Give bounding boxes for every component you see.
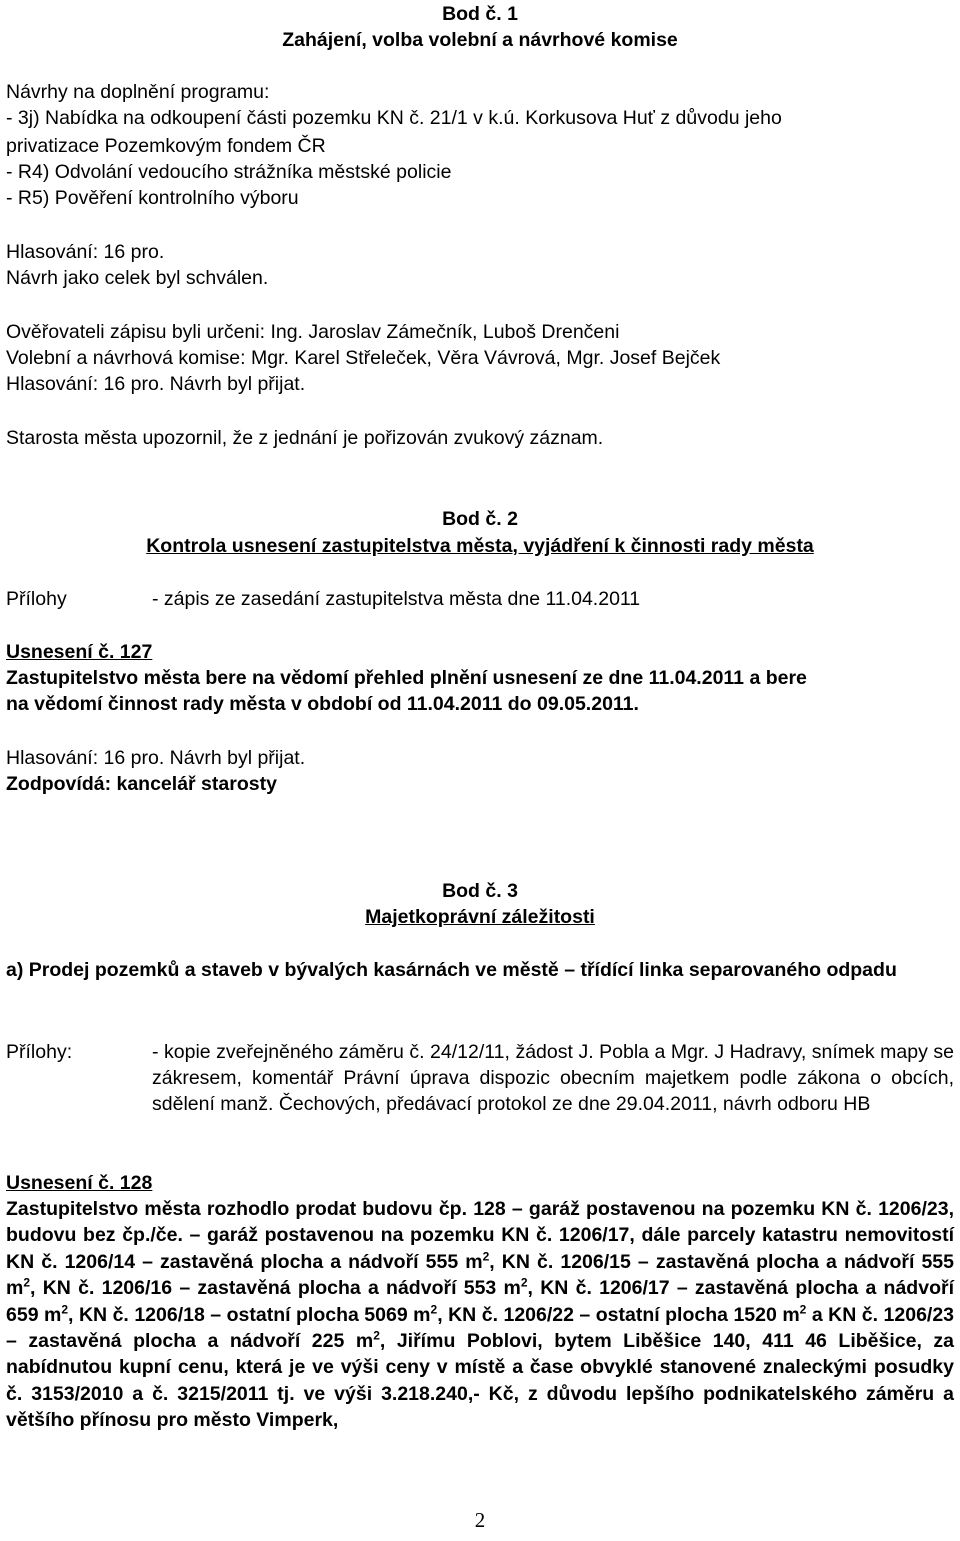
proposal-item: - R5) Pověření kontrolního výboru <box>6 187 299 209</box>
bod3-attachments-label: Přílohy: <box>6 1041 73 1063</box>
bod3-attachments: - kopie zveřejněného záměru č. 24/12/11, žádost J. Pobla a Mgr. J Hadravy, snímek mapy se zákresem, komentář Právní úprava dispozic obecním majetkem podle zákona o obcích, sdělení manž. Čechových, předávací protokol ze dne 29.04.2011, návrh odboru HB <box>152 1041 954 1115</box>
bod1-number: Bod č. 1 <box>442 3 518 25</box>
resolution-128-label: Usnesení č. 128 <box>6 1172 153 1194</box>
bod3-number: Bod č. 3 <box>442 880 518 902</box>
proposal-item-continuation: privatizace Pozemkovým fondem ČR <box>6 135 326 157</box>
proposal-item: - 3j) Nabídka na odkoupení části pozemku KN č. 21/1 v k.ú. Korkusova Huť z důvodu jeho <box>6 107 782 129</box>
bod2-number: Bod č. 2 <box>442 508 518 530</box>
resolution-127-label: Usnesení č. 127 <box>6 641 153 663</box>
bod2-attachments: - zápis ze zasedání zastupitelstva města dne 11.04.2011 <box>152 588 641 610</box>
bod1-vote2: Hlasování: 16 pro. Návrh byl přijat. <box>6 373 306 395</box>
proposals-heading: Návrhy na doplnění programu: <box>6 81 270 103</box>
bod2-vote: Hlasování: 16 pro. Návrh byl přijat. <box>6 747 306 769</box>
resolution-127-text: Zastupitelstvo města bere na vědomí přehled plnění usnesení ze dne 11.04.2011 a bere <box>6 667 807 689</box>
verifiers: Ověřovateli zápisu byli určeni: Ing. Jaroslav Zámečník, Luboš Drenčeni <box>6 321 620 343</box>
bod2-title: Kontrola usnesení zastupitelstva města, vyjádření k činnosti rady města <box>146 535 814 557</box>
bod2-responsible: Zodpovídá: kancelář starosty <box>6 773 277 795</box>
bod3-title: Majetkoprávní záležitosti <box>365 906 595 928</box>
page-number: 2 <box>474 1508 486 1532</box>
bod1-vote: Hlasování: 16 pro. <box>6 241 165 263</box>
bod3-sub-a: a) Prodej pozemků a staveb v bývalých kasárnách ve městě – třídící linka separovaného odpadu <box>6 959 897 981</box>
proposal-item: - R4) Odvolání vedoucího strážníka městské policie <box>6 161 452 183</box>
recording-note: Starosta města upozornil, že z jednání je pořizován zvukový záznam. <box>6 427 604 449</box>
bod2-attachments-label: Přílohy <box>6 588 67 610</box>
bod1-title: Zahájení, volba volební a návrhové komise <box>282 29 678 51</box>
resolution-128-text: Zastupitelstvo města rozhodlo prodat budovu čp. 128 – garáž postavenou na pozemku KN č. 1206/23, budovu bez čp./če. – garáž postavenou na pozemku KN č. 1206/17, dále parcely katastru nemovitostí KN č. 1206/14 – zastavěná plocha a nádvoří 555 $m^2$, KN č. 1206/15 – zastavěná plocha a nádvoří 555 $m^2$, KN č. 1206/16 – zastavěná plocha a nádvoří 553 $m^2$, KN č. 1206/17 – zastavěná plocha a nádvoří 659 $m^2$, KN č. 1206/18 – ostatní plocha 5069 $m^2$, KN č. 1206/22 – ostatní plocha 1520 $m^2$ a KN č. 1206/23 – zastavěná plocha a nádvoří 225 $m^2$, Jiřímu Poblovi, bytem Liběšice 140, 411 46 Liběšice, za nabídnutou kupní cenu, která je ve výši ceny v místě a čase obvyklé stanovené znaleckými posudky č. 3153/2010 a č. 3215/2011 tj. ve výši 3.218.240,- Kč, z důvodu lepšího podnikatelského záměru a většího přínosu pro město Vimperk, <box>6 1198 955 1432</box>
resolution-127-text: na vědomí činnost rady města v období od 11.04.2011 do 09.05.2011. <box>6 693 639 715</box>
bod1-result: Návrh jako celek byl schválen. <box>6 267 269 289</box>
commission: Volební a návrhová komise: Mgr. Karel Střeleček, Věra Vávrová, Mgr. Josef Bejček <box>6 347 721 369</box>
